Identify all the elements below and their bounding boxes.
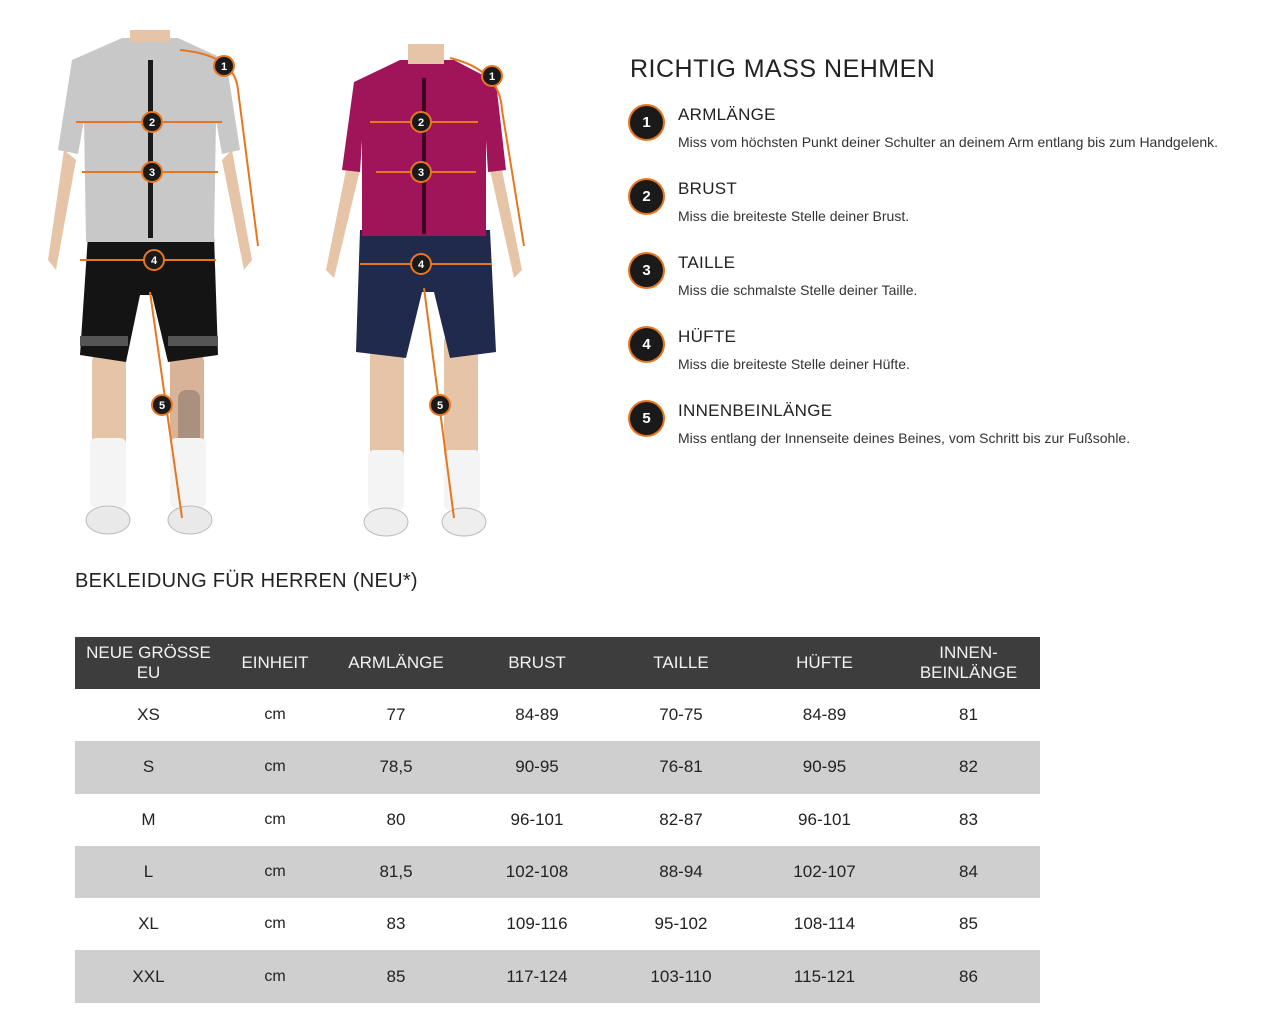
cell-hip: 115-121 (752, 950, 897, 1002)
cell-waist: 103-110 (610, 950, 752, 1002)
section-heading: BEKLEIDUNG FÜR HERREN (NEU*) (75, 570, 418, 592)
cell-unit: cm (264, 706, 286, 724)
cell-arm: 78,5 (328, 741, 464, 793)
header-waist: TAILLE (610, 637, 752, 689)
cell-inseam: 85 (959, 914, 978, 934)
marker-3: 3 (417, 167, 425, 179)
header-hip: HÜFTE (752, 637, 897, 689)
cell-arm: 80 (386, 809, 406, 829)
cell-size: XL (138, 914, 159, 934)
header-size (75, 637, 222, 689)
step-number-badge: 3 (630, 254, 663, 287)
cell-inseam: 84 (897, 846, 1040, 898)
header-inseam-line2: BEINLÄNGE (919, 663, 1018, 682)
cell-size: L (75, 846, 222, 898)
cell-chest: 102-108 (464, 846, 610, 898)
step-number-badge: 5 (630, 402, 663, 435)
cell-waist: 82-87 (659, 809, 703, 829)
cell-size: S (75, 741, 222, 793)
cell-inseam: 81 (959, 705, 978, 725)
step-title: INNENBEINLÄNGE (678, 401, 833, 420)
cell-size: M (141, 809, 156, 829)
cell-unit: cm (264, 810, 286, 828)
cell-size: XXL (75, 950, 222, 1002)
step-description: Miss die breiteste Stelle deiner Brust. (678, 208, 910, 224)
step-title: TAILLE (678, 253, 736, 272)
table-row (75, 794, 1040, 846)
size-table (75, 637, 1040, 1003)
cell-waist: 70-75 (659, 705, 703, 725)
header-size-line2: EU (136, 663, 161, 682)
header-inseam-line1: INNEN- (939, 643, 998, 662)
header-chest: BRUST (464, 637, 610, 689)
cell-hip: 90-95 (752, 741, 897, 793)
step-inseam (630, 402, 1270, 480)
measurement-guide (630, 55, 1270, 480)
step-number-badge: 2 (630, 180, 663, 213)
cell-chest: 117-124 (464, 950, 610, 1002)
marker-3: 3 (148, 167, 156, 179)
header-unit: EINHEIT (222, 637, 328, 689)
cell-hip: 108-114 (793, 914, 856, 934)
header-size-line1: NEUE GRÖSSE (86, 643, 211, 662)
step-number-badge: 1 (630, 106, 663, 139)
table-row (75, 741, 1040, 793)
marker-1: 1 (220, 61, 228, 73)
marker-1: 1 (488, 71, 496, 83)
men-figure (48, 30, 252, 534)
cell-arm: 81,5 (328, 846, 464, 898)
table-row (75, 846, 1040, 898)
cell-waist: 76-81 (610, 741, 752, 793)
guide-title: RICHTIG MASS NEHMEN (630, 55, 936, 83)
cell-chest: 84-89 (515, 705, 559, 725)
cell-inseam: 86 (897, 950, 1040, 1002)
marker-2: 2 (148, 117, 156, 129)
cell-hip: 96-101 (798, 809, 851, 829)
table-row (75, 898, 1040, 950)
step-description: Miss vom höchsten Punkt deiner Schulter an deinem Arm entlang bis zum Handgelenk. (678, 134, 1219, 150)
marker-4: 4 (417, 259, 425, 271)
header-arm: ARMLÄNGE (328, 637, 464, 689)
cell-arm: 85 (328, 950, 464, 1002)
cell-size: XS (137, 705, 160, 725)
step-description: Miss die schmalste Stelle deiner Taille. (678, 282, 918, 298)
table-header-row (75, 637, 1040, 689)
marker-5: 5 (158, 400, 166, 412)
marker-2: 2 (417, 117, 425, 129)
step-waist (630, 254, 1270, 332)
step-arm-length (630, 106, 1270, 184)
marker-5: 5 (436, 400, 444, 412)
step-description: Miss entlang der Innenseite deines Beines, vom Schritt bis zur Fußsohle. (678, 430, 1131, 446)
step-title: HÜFTE (678, 327, 737, 346)
cell-inseam: 83 (959, 809, 978, 829)
cell-waist: 95-102 (654, 914, 708, 934)
cell-unit: cm (222, 950, 328, 1002)
cell-hip: 84-89 (802, 705, 847, 725)
cell-arm: 77 (386, 705, 406, 725)
cell-chest: 90-95 (464, 741, 610, 793)
table-row (75, 950, 1040, 1002)
marker-4: 4 (150, 255, 158, 267)
table-row (75, 689, 1040, 741)
cell-arm: 83 (386, 914, 406, 934)
cell-chest: 109-116 (506, 914, 568, 934)
cell-inseam: 82 (897, 741, 1040, 793)
step-title: BRUST (678, 179, 738, 198)
cell-unit: cm (264, 915, 286, 933)
cell-unit: cm (222, 741, 328, 793)
cell-hip: 102-107 (752, 846, 897, 898)
step-hip (630, 328, 1270, 406)
cell-unit: cm (222, 846, 328, 898)
step-title: ARMLÄNGE (678, 105, 776, 124)
cell-waist: 88-94 (610, 846, 752, 898)
step-chest (630, 180, 1270, 258)
header-inseam (897, 637, 1040, 689)
step-number-badge: 4 (630, 328, 663, 361)
measurement-figures (30, 30, 550, 550)
cell-chest: 96-101 (510, 809, 564, 829)
step-description: Miss die breiteste Stelle deiner Hüfte. (678, 356, 910, 372)
